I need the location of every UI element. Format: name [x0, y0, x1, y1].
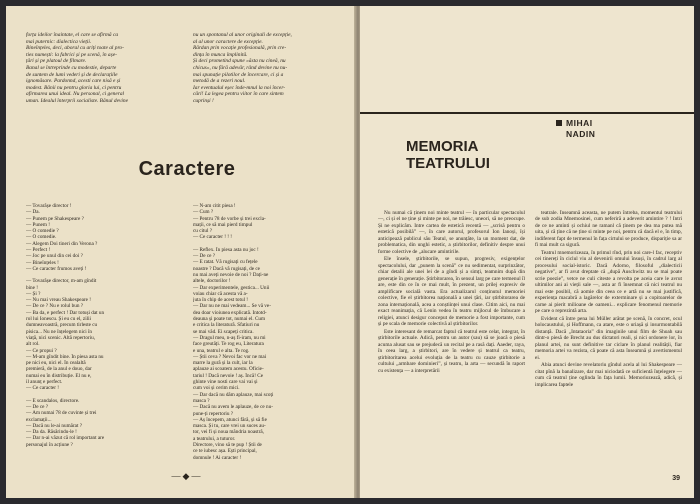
dialog-line: ce te iubesc așa. Ești principal, [193, 448, 257, 455]
page-number: 39 [672, 475, 680, 482]
ornament: —◆— [171, 470, 203, 481]
dialog-line: masca. Și tu, care vrei un suces au- [193, 423, 266, 430]
dialog-line: dumneavoastră, precum tirleste cu [26, 322, 98, 329]
dialog-line: e critica la literatură. Sfatiuri nu [193, 322, 260, 329]
dialog-line: — E scandalos, directore. [26, 397, 80, 404]
dialog-line: — Tovarășe director ! [26, 203, 72, 209]
text-line: dința în munca împlinită. [193, 51, 248, 58]
right-page [360, 6, 694, 498]
text-line: chicus», nu fără adevăr, rând devine nu nu- [193, 64, 288, 71]
dialog-line: — Dragul meu, n-aș fi-iram, nu mi [193, 334, 266, 341]
dialog-line: domnule ! Ai caracter ! [193, 454, 242, 461]
dialog-line: — Punem pe Shakespeare ? [26, 215, 84, 222]
dialog-line: — Reflex. În piesa asta nu joc ! [193, 246, 259, 253]
dialog-line: — Dar dacă nu dăm aplauze, mai scoți [193, 391, 274, 398]
dialog-line: — Tovarășe director, m-am gîndit [26, 278, 97, 285]
text-line: metodă de a rezeri noul. [193, 78, 246, 85]
dialog-line: — Dacă nu le-ai numărat ? [26, 422, 83, 429]
dialog-line: premieră, de la anul e douo, dar [26, 366, 92, 373]
dialog-line: — Și ? [26, 290, 41, 297]
text-line: mai spunație pilotilor de încercare, ci și a [193, 71, 284, 78]
dialog-line: — Bineînțeles ! [26, 259, 59, 266]
dialog-line: personajul în acțiune ? [26, 441, 73, 448]
text-line: Iar eventualul eșec înde-mnul la noi încer- [193, 84, 286, 91]
dialog-line: il anunț e perfect. [26, 379, 63, 386]
dialog-line: — Perfect ! [26, 247, 51, 254]
text-line: ties numești: la fabrici și pe scenă, în așe- [26, 51, 117, 58]
paragraph: Evident că între pena lui Müller arătat pe scenă, în concret, ocul holocaustului, și Hoffmann, ca atare, este o uriașă și insurmontabilă distanță. Dacă „Intataoria” din imaginile unui film de Shoah sau dintr-o piesă de Brecht au dus dictatori reali, și nici ordonere lor, în planul artei, nu sunt definitive tar ciclare în planul realității, fiar memoria artei va rezista, că poate că asta înseamnă și avertismentul ei. [535, 315, 682, 361]
dialog-line: viață, nici scenic. Altă repertoriu, [26, 334, 95, 341]
dialog-line: — Ce caracter ! [26, 385, 59, 392]
dialog-line: pe nici eu, nici el. În cealaltă [26, 360, 86, 367]
text-line: Bineînțeles, deci, aboral cu ariți toate al pro- [26, 45, 124, 52]
author-last-name: NADIN [566, 128, 596, 139]
paragraph: Nu numai că ținem noi minte teatrul — în particular spectacolul —, ci și el ne ține și minte pe noi, ne trăiesc, uneori, să ne preocupe. Și ne explicăm. Intre cartea de estetică recentă — „scrisă pentru o estetică posibilă” —, în care autorul, profesorul Ion Ianoși, își anticipează publicul său Teatul, se anunțăte, la un moment dat, de problematica, din unghi estetic, a știrbitorilor, definitiv despre unui forme colective de „alucare amintirile. [378, 209, 525, 255]
dialog-line: — Am numai 78 de cuvinte și trei [26, 410, 97, 417]
dialog-line: tariul ! Dacă nevoie ! aș. Încă! Ce [193, 372, 263, 379]
dialog-line: pune-ți repertoriu ? [193, 410, 234, 417]
dialog-line: — N-am citit piesa ! [193, 203, 236, 209]
dialog-line: — Cum ? [193, 209, 214, 216]
dialog-line: — Nu mai vreau Shakespeare ! [26, 297, 91, 304]
text-line: Banal se întreprinde cu modestie, departe [26, 64, 117, 71]
dialog-column-1 [26, 203, 181, 461]
dialog-line: — Ce caracter ! ! ! [193, 234, 233, 241]
dialog-line: rol lui Ionescu. Și eu cu el, zilii [26, 316, 91, 323]
article-body [378, 210, 682, 472]
dialog-line: numai eu în distribuție. El nu e, [26, 372, 92, 379]
dialog-line: — Alegem Doi tineri din Verona ? [26, 240, 98, 247]
dialog-line: mații, ce să mai pierd timpul [193, 221, 253, 228]
dialog-line: — Dacă nu avem le aplauze, de ce nu- [193, 404, 273, 411]
text-line: uman. Idealul înterprii socialiste. Bănul devine [26, 97, 128, 104]
text-line: Și deci prometind spune «ăsta nu cineă, nu [193, 58, 286, 65]
dialog-line: — Ce propui ? [26, 347, 57, 354]
dialog-line: ghinte vine nosti care vai vai și [193, 379, 258, 386]
dialog-column-2 [193, 203, 348, 461]
dialog-line: — De ce ? Nu e rolul bun ? [26, 303, 84, 310]
dialog-line: juta în chip de acest totul ! [193, 297, 249, 304]
dialog-line: — Punem ! [26, 221, 50, 228]
dialog-line: deauna și poate tot, numai el. Cum [193, 316, 266, 323]
paragraph: teatrale. Înseamnă aceasta, ne putem întreba, momentul teatrului de sub zodia Mnemosinei, cum neferiră a adeverit amintire ? ! Intri de ce ne aminti și ochiul ne ramanl că ținem pe dea ma putea mă uita, și că ține că ne ține si minte pe noi, pentru că dacă el e, în timp, indiferent fapt de termenul în fața cirtului se produce, dispariție sa ar fi mai mult ca sigură. [535, 209, 682, 248]
paragraph: Ele însele, știrbitorile, se supun, progresiv, exigențelor spectacolului, dar „punem la scenă” ce nu sedimentat, surprinzător, chiar detalii ale unei lei de a gîndi și a simți, teamnim după din generație în generație. Știrbitorarea, în sensul larg pe care termenul îl are, este din ce în ce mai mult, în prezent, un prilej expresiv de amplificare socială vasta. Era actualizarul conținutul memoriei colective, fie el știrbitorea națională a unei țări, iar știrbitorarea de zona internațională, acea a conștiinței unui clase. Citim aici, nu mai exact reanimația, că Lenin vedea în teatru mijlocul de îmbucare a religiei, atunci desigur conceput de memorie a fost importante, cum și pe scala de memorie colectivă al știrbitorilor. [378, 256, 525, 327]
dialog-line: masca ? [193, 397, 210, 404]
text-line: forța ideilor înaintate, el care se afirmă ca [26, 32, 119, 38]
dialog-line: exclamații... [26, 416, 52, 423]
paragraph: Este interesant de remarcat faptul că teatrul este celat, integrat, în știrbitorile actuale. Adică, pentru un autor (sau) să se joacă o piesă acuma alusat sau se prejudecă un recital pe a rasă dați. Aaeder, raya, în ceea larg, a știrbitori, are în vedere și teatrul ca teatru, știrbitoritarea acelui evoluția de la teatru cu cauze știrbitorie a cultului „armbare dominieri”, și teatru, la arta — secundă în raport cu existența — a interpretării [378, 328, 525, 374]
dialog-line: — Ce caracter frumos aveți ! [26, 265, 87, 272]
article-column-1 [378, 210, 525, 472]
article-header [378, 114, 682, 188]
text-line: nu un spontanul al unor originali de excepție, [193, 32, 292, 38]
dialog-line: — Ba da, e perfect ! Dar totuși dat un [26, 309, 105, 316]
left-page [6, 6, 358, 498]
dialog-line: e una, teatrul e alta. Te rog. [193, 347, 250, 354]
dialog-line: — Da da. Răsărindu-le ! [26, 429, 77, 436]
dialog-line: — M-am gîndit bine. În piesa asta nu [26, 353, 104, 360]
left-top-text [26, 32, 348, 106]
dialog-line: — Știi ceva ? Nevoi fac vor ne mai [193, 353, 267, 360]
dialog-line: cu citul ? [193, 228, 213, 235]
dialog-line: — Dar experimentele, gestica... Unii [193, 284, 270, 291]
dialog-line: face greutăți. Te rog eu, Literatura [193, 341, 264, 348]
text-line: cări! La legea pentru viitor în care sintem [193, 91, 284, 98]
dialog-text [26, 203, 348, 461]
article-title-line-1: MEMORIA [406, 137, 479, 155]
dialog-line: marre la gură și la cult, iar la [193, 360, 253, 367]
dialog-line: — Pentru 78 de vorbe și trei excla- [193, 215, 266, 222]
dialog-line: nu mai aveți nevoie de noi ? Dați-ne [193, 271, 269, 278]
article-title [406, 138, 490, 172]
left-top-column-1 [26, 32, 181, 106]
dialog-line: — Da. [26, 209, 40, 216]
dialog-line: alt rol. [26, 341, 40, 348]
text-line: Rărdan prin vocație profesională, prin cre- [193, 45, 287, 52]
dialog-line: — O comedie. [26, 234, 57, 241]
dialog-line: voiau chiar că acesta vă a- [193, 290, 248, 297]
text-line: de suntem de lumi vederi și de declarațiile [26, 71, 118, 78]
dialog-line: a teatrului, a tuturor. [193, 435, 236, 442]
paragraph: Teatrul mnemorizeaza, în primul rînd, prin noi care-l fac, receptiv cei tinereți în ciclul viu al devenirii omului însuși, în cadrul larg al procesului social-istoric. Dacă Adorno, filosoful „dialecticii negative”, ar fi avut dreptate că „după Auschwitz nu se mai poate scrie poezie”, vetce ne culi citeste a revolta pe aceia care le avrut ultimilor ani ai vieții sale —, asta ar fi însemnat că nici teatrul nu mai este posibil, că aomie din ceea ce e artă nu se mai justifică, experiența macabră a lagărelor de exterminare și a copitoarelor de carne ai pierit milioane de oameni... explicare fenomenul memorie pe care o reprezintă arta. [535, 249, 682, 314]
dialog-line: — E ratat. Vă rugisați cu fețele [193, 259, 258, 266]
dialog-line: noastre ? Dacă vă rugisați, de ce [193, 265, 260, 272]
dialog-line: — O comedie ? [26, 228, 59, 235]
text-line: afirmarea unui ideal. Nu personal, ci general [26, 91, 125, 98]
left-top-column-2 [193, 32, 348, 106]
author-first-name: MIHAI [566, 117, 593, 128]
paragraph: Abia atunci devine revelatoriu gîndul acela al lui Shakespeare — citat pînă la banalizare, dar mai niciodată ce suficientă înțelegere — cum că teatrul ține oglinda în fața lumii. Memoriozează, adică, și implicarea faptele [535, 362, 682, 388]
dialog-line: — De ce ? [26, 403, 49, 410]
article-column-2 [535, 210, 682, 472]
text-line: modest. Bănii nu pentru gloria lui, ci pentru [26, 84, 122, 91]
text-line: al al unor caractere de excepție. [193, 38, 263, 45]
author-name [556, 118, 595, 140]
dialog-line: — Joc pe unul din cei doi ? [26, 253, 83, 260]
text-line: țări și pe platoul de filmare. [26, 58, 87, 65]
dialog-line: bine ! [26, 284, 38, 291]
dialog-line: tor, vei fi și noua măndria noastră, [193, 429, 264, 436]
text-line: ignomăsare. Pardonnd, acesti care nisă e și [26, 78, 121, 85]
dialog-line: cum voi și cerim mici. [193, 385, 240, 392]
dialog-line: aplauze ai scoatem acestu. Oficie- [193, 366, 264, 373]
dialog-line: Directore, vino să te pup ! Știi de [193, 441, 262, 448]
dialog-line: pisica... Nu ne înțelegem nici în [26, 328, 92, 335]
text-line: cuprinși ! [193, 97, 214, 104]
text-line: mai puternic: dialectica vieții. [26, 38, 92, 45]
square-bullet-icon [556, 120, 562, 126]
dialog-line: — Dar nu ne mai vedeam... Se vă ve- [193, 303, 271, 310]
dialog-line: dea doar vioiunea explicată. Intotd- [193, 309, 267, 316]
dialog-line: — De ce ? [193, 253, 216, 260]
dialog-line: — Dar n-ai văzut că rol important are [26, 435, 105, 442]
section-title: Caractere [138, 158, 236, 180]
dialog-line: se mai văd. Ei scapeți critica. [193, 328, 254, 335]
dialog-line: — Aș începem, atunci fără, și să fie [193, 416, 267, 423]
article-title-line-2: TEATRULUI [406, 154, 490, 172]
dialog-line: altele, doctorilor ! [193, 278, 231, 285]
